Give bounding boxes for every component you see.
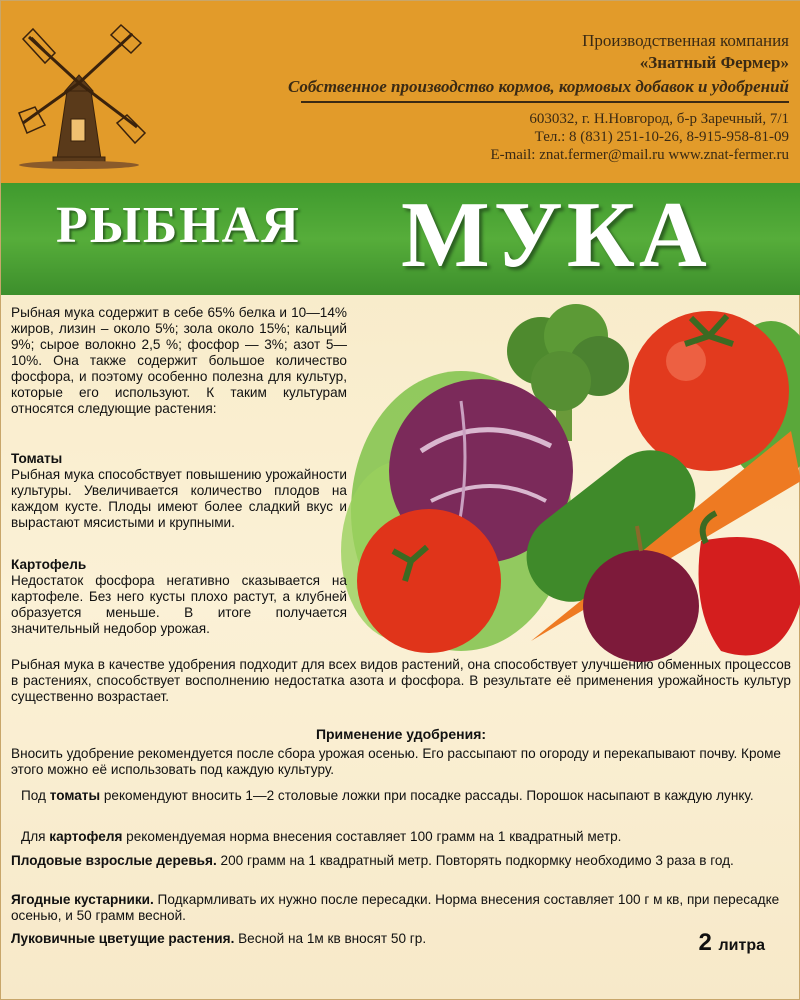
potato-paragraph: Недостаток фосфора негативно сказывается на картофеле. Без него кусты плохо растут, а клубней образуется меньше. В итоге получается значительный недобор урожая. (11, 573, 347, 636)
usage-potato-prefix: Для (21, 829, 50, 844)
usage-bulbs (11, 931, 611, 947)
usage-potato-bold: картофеля (49, 829, 123, 844)
usage-tomato-bold: томаты (49, 788, 101, 803)
potato-heading: Картофель (11, 557, 87, 572)
product-title-word2: МУКА (401, 183, 711, 287)
volume-unit: литра (718, 937, 765, 954)
product-title-word1: РЫБНАЯ (56, 197, 301, 254)
general-paragraph: Рыбная мука в качестве удобрения подходит для всех видов растений, она способствует улучшению обменных процессов в растениях, способствует восполнению недостатка азота и фосфора. В результате её применения урожайность культур существенно возрастает. (11, 657, 791, 704)
usage-general: Вносить удобрение рекомендуется после сбора урожая осенью. Его рассыпают по огороду и перекапывают почву. Кроме этого можно её использовать под каждую культуру. (11, 746, 781, 777)
usage-bulbs-rest: Весной на 1м кв вносят 50 гр. (234, 931, 427, 946)
tomato-heading: Томаты (11, 451, 63, 466)
header-divider (301, 101, 789, 103)
usage-berries (11, 892, 791, 924)
company-contacts: E-mail: znat.fermer@mail.ru www.znat-fermer.ru (490, 147, 789, 163)
usage-potato-rest: рекомендуемая норма внесения составляет 100 грамм на 1 квадратный метр. (122, 829, 622, 844)
usage-tomato-prefix: Под (21, 788, 50, 803)
volume-value: 2 (698, 929, 712, 956)
usage-tomato (11, 788, 791, 804)
intro-paragraph: Рыбная мука содержит в себе 65% белка и 10—14% жиров, лизин – около 5%; зола около 15%; кальций 9%; сырое волокно 2,5 %; фосфор — 3%; азот 5—10%. Она также содержит большое количество фосфора, и поэтому особенно полезна для культур, которые его используют. К таким культурам относятся следующие растения: (11, 305, 347, 416)
company-phones: Тел.: 8 (831) 251-10-26, 8-915-958-81-09 (534, 129, 789, 145)
tomato-paragraph: Рыбная мука способствует повышению урожайности культуры. Увеличивается количество плодов на каждом кусте. Плоды имеют более сладкий вкус и вырастают мясистыми и крупными. (11, 467, 347, 530)
usage-berries-rest: Подкармливать их нужно после пересадки. Норма внесения составляет 100 г м кв, при пересадке осенью, и 50 грамм весной. (11, 892, 780, 923)
usage-berries-bold: Ягодные кустарники. (11, 892, 154, 907)
usage-title: Применение удобрения: (315, 726, 487, 742)
company-address: 603032, г. Н.Новгород, б-р Заречный, 7/1 (529, 111, 789, 127)
usage-trees-rest: 200 грамм на 1 квадратный метр. Повторять подкормку необходимо 3 раза в год. (216, 853, 734, 868)
usage-trees-bold: Плодовые взрослые деревья. (11, 853, 217, 868)
company-slogan: Собственное производство кормов, кормовых добавок и удобрений (287, 77, 789, 96)
usage-tomato-rest: рекомендуют вносить 1—2 столовые ложки при посадке рассады. Порошок насыпают в каждую лунку. (100, 788, 754, 803)
company-name: «Знатный Фермер» (639, 53, 789, 72)
company-type: Производственная компания (582, 31, 789, 50)
vegetables-illustration (341, 281, 800, 671)
usage-bulbs-bold: Луковичные цветущие растения. (11, 931, 235, 946)
usage-trees (11, 853, 791, 869)
volume-badge (698, 929, 765, 957)
usage-potato (11, 829, 791, 845)
windmill-icon (9, 19, 149, 169)
